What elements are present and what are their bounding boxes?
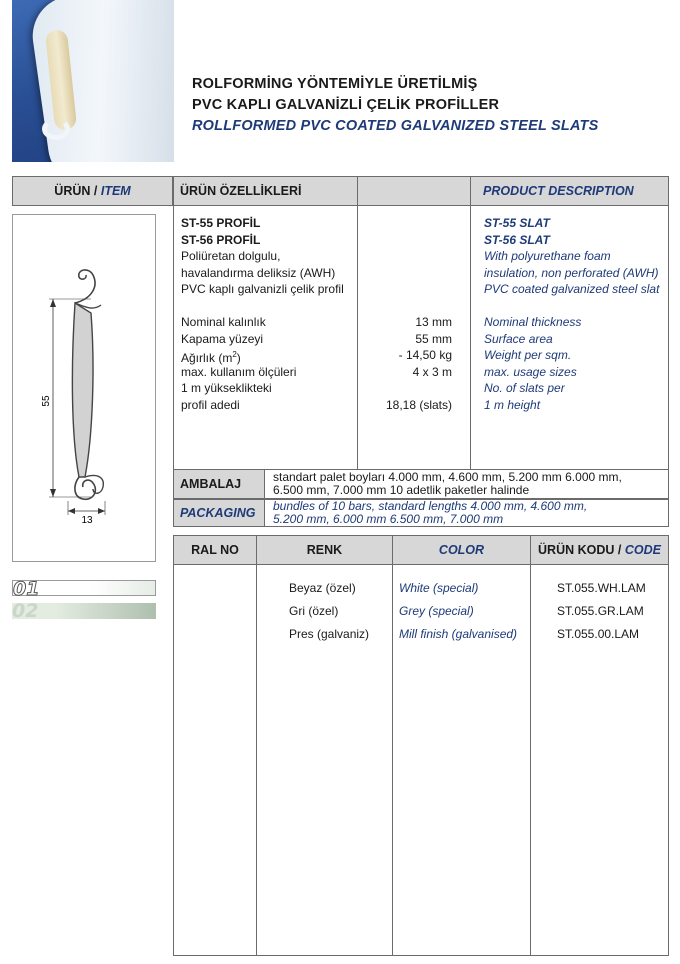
packaging-en-line: 5.200 mm, 6.000 mm 6.500 mm, 7.000 mm <box>273 512 504 526</box>
features-header-label: ÜRÜN ÖZELLİKLERİ <box>174 177 358 205</box>
prop-tr: 1 m yükseklikteki <box>181 381 272 395</box>
table-cell: ST.055.00.LAM <box>557 627 640 641</box>
prop-value: 55 mm <box>415 331 452 346</box>
properties-tr-column <box>174 206 358 469</box>
title-line-2: PVC KAPLI GALVANİZLİ ÇELİK PROFİLLER <box>192 97 500 113</box>
prop-tr: havalandırma deliksiz (AWH) <box>181 265 336 280</box>
prop-en: 1 m height <box>484 397 541 412</box>
table-cell: Gri (özel) <box>289 604 339 618</box>
table-cell: ST.055.WH.LAM <box>557 581 646 595</box>
color-header: COLOR <box>393 536 531 564</box>
height-dimension: 55 <box>41 395 52 407</box>
packaging-tr-row <box>173 469 669 499</box>
packaging-tr-line: 6.500 mm, 7.000 mm 10 adetlik paketler halinde <box>273 483 530 497</box>
color-table <box>173 565 669 956</box>
item-header-tr: ÜRÜN / <box>54 184 98 198</box>
prop-en: PVC coated galvanized steel slat <box>484 282 660 296</box>
prop-tr: profil adedi <box>181 397 240 412</box>
prop-en: insulation, non perforated (AWH) <box>484 265 659 280</box>
product-photo <box>12 0 174 162</box>
prop-value: - 14,50 kg <box>398 348 452 362</box>
prop-tr: Nominal kalınlık <box>181 315 266 329</box>
swatch-number: 02 <box>12 600 39 622</box>
prop-en: Surface area <box>484 331 553 346</box>
title-line-en: ROLLFORMED PVC COATED GALVANIZED STEEL SLATS <box>192 118 599 134</box>
properties-table <box>173 206 669 469</box>
description-header: PRODUCT DESCRIPTION <box>483 184 634 198</box>
table-cell: Grey (special) <box>399 604 474 618</box>
prop-tr: max. kullanım ölçüleri <box>181 364 297 379</box>
packaging-en-row <box>173 499 669 527</box>
ral-column <box>174 565 257 955</box>
prop-value: 4 x 3 m <box>412 364 452 379</box>
profile-drawing <box>12 214 156 562</box>
table-cell: Pres (galvaniz) <box>289 627 370 641</box>
packaging-en-text <box>265 500 668 526</box>
prop-tr: Kapama yüzeyi <box>181 331 264 346</box>
values-header <box>358 177 471 205</box>
renk-header: RENK <box>257 536 393 564</box>
code-column <box>531 565 668 955</box>
prop-en: ST-55 SLAT <box>484 216 550 230</box>
prop-tr: Ağırlık $(m^2)$ <box>181 350 241 365</box>
packaging-tr-text <box>265 470 668 498</box>
packaging-tr-line: standart palet boyları 4.000 mm, 4.600 mm, 5.200 mm 6.000 mm, <box>273 470 622 484</box>
code-header-en: CODE <box>624 543 661 557</box>
table-cell: ST.055.GR.LAM <box>557 604 644 618</box>
item-header-en: ITEM <box>100 184 131 198</box>
properties-en-column <box>471 206 668 469</box>
title-line-1: ROLFORMİNG YÖNTEMİYLE ÜRETİLMİŞ <box>192 76 478 92</box>
prop-value: 13 mm <box>415 315 452 329</box>
prop-tr: ST-55 PROFİL <box>181 216 261 230</box>
color-table-header <box>173 535 669 565</box>
prop-en: Nominal thickness <box>484 315 582 329</box>
color-swatch-01 <box>12 578 156 600</box>
packaging-en-line: bundles of 10 bars, standard lengths 4.000 mm, 4.600 mm, <box>273 499 588 513</box>
table-cell: Mill finish (galvanised) <box>399 627 518 641</box>
values-column <box>358 206 471 469</box>
swatch-number: 01 <box>13 578 40 600</box>
prop-value: 18,18 (slats) <box>385 397 452 412</box>
features-header <box>173 176 669 206</box>
prop-tr: ST-56 PROFİL <box>181 232 261 247</box>
prop-en: ST-56 SLAT <box>484 232 550 247</box>
prop-tr: PVC kaplı galvanizli çelik profil <box>181 282 344 296</box>
prop-en: max. usage sizes <box>484 364 577 379</box>
prop-en: With polyurethane foam <box>484 249 611 263</box>
item-header <box>12 176 173 206</box>
table-cell: Beyaz (özel) <box>289 581 356 595</box>
width-dimension: 13 <box>81 515 93 526</box>
prop-tr: Poliüretan dolgulu, <box>181 249 281 263</box>
prop-en: No. of slats per <box>484 381 565 395</box>
code-header <box>531 536 668 564</box>
packaging-tr-label: AMBALAJ <box>174 470 265 498</box>
color-column <box>393 565 531 955</box>
color-swatch-02 <box>12 600 156 622</box>
table-cell: White (special) <box>399 581 479 595</box>
renk-column <box>257 565 393 955</box>
prop-en: Weight per sqm. <box>484 348 572 362</box>
profile-cross-section <box>13 215 155 561</box>
ral-header: RAL NO <box>174 536 257 564</box>
page-title <box>192 74 599 137</box>
code-header-tr: ÜRÜN KODU / <box>538 543 622 557</box>
packaging-en-label: PACKAGING <box>174 500 265 526</box>
